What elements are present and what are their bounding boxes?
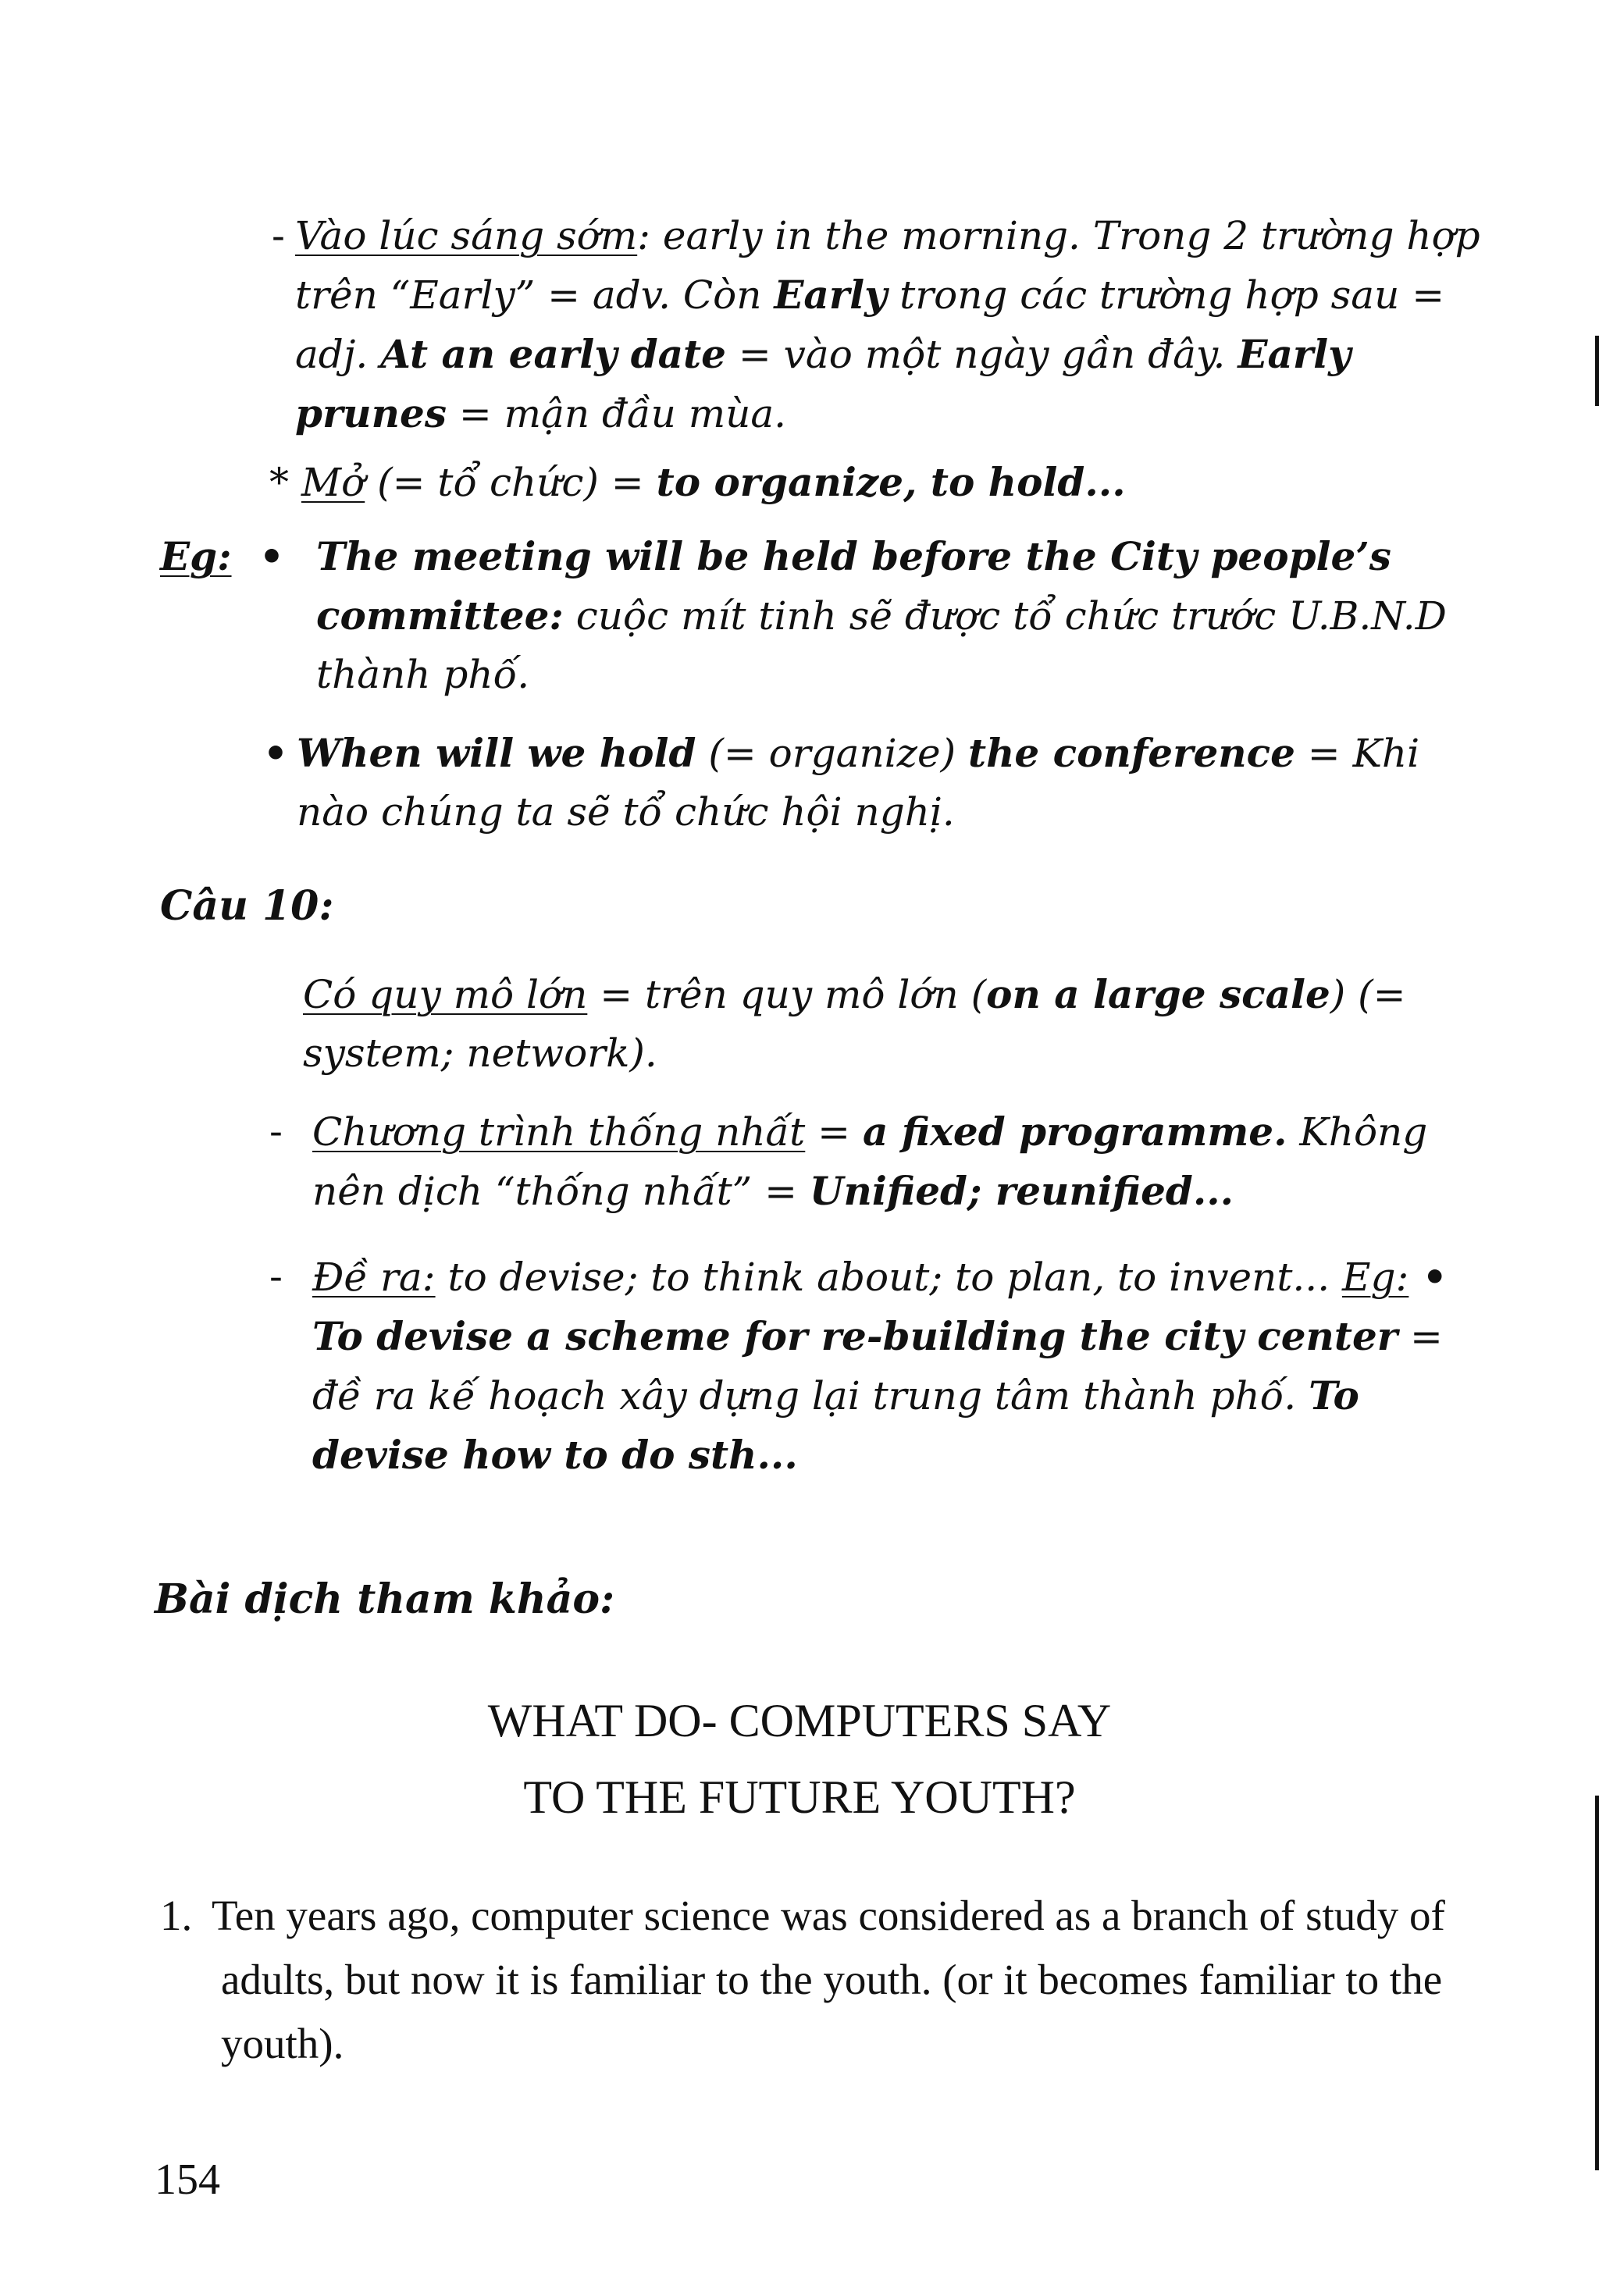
note-early-morning: Vào lúc sáng sớm: early in the morning. Trong 2 trường hợp trên “Early” = adv. Còn Early trong các trường hợp sau = adj. At an early date = vào một ngày gần đây. Early prunes = mận đầu mùa. bbox=[295, 213, 1480, 436]
reference-translation-heading: Bài dịch tham khảo: bbox=[155, 1575, 615, 1623]
example-meeting: The meeting will be held before the City people’s committee: cuộc mít tinh sẽ được tổ chức trước U.B.N.D thành phố. bbox=[316, 533, 1447, 697]
scan-edge-mark bbox=[1595, 1796, 1599, 2170]
dash-marker: - bbox=[272, 213, 285, 258]
section-heading-cau-10: Câu 10: bbox=[160, 882, 334, 930]
note-large-scale: Có quy mô lớn = trên quy mô lớn (on a large scale) (= system; network). bbox=[303, 971, 1406, 1076]
paragraph-number: 1. bbox=[160, 1892, 193, 1939]
dash-marker: - bbox=[269, 1254, 283, 1299]
example-conference: When will we hold (= organize) the conference = Khi nào chúng ta sẽ tổ chức hội nghị. bbox=[297, 730, 1420, 835]
note-fixed-programme: Chương trình thống nhất = a fixed programme. Không nên dịch “thống nhất” = Unified; reunified... bbox=[312, 1109, 1428, 1214]
page-number: 154 bbox=[155, 2155, 220, 2204]
eg-label: Eg: bbox=[160, 533, 232, 579]
dash-marker: - bbox=[269, 1109, 283, 1154]
article-title-line-1: WHAT DO- COMPUTERS SAY bbox=[487, 1695, 1112, 1746]
scan-edge-mark bbox=[1595, 336, 1599, 406]
paragraph-1: Ten years ago, computer science was considered as a branch of study of adults, but now it is familiar to the youth. (or it becomes familiar to the youth). bbox=[212, 1892, 1445, 2067]
note-mo-organize: * Mở (= tổ chức) = to organize, to hold... bbox=[269, 459, 1126, 505]
bullet-1: • bbox=[259, 533, 284, 579]
bullet-2: • bbox=[263, 730, 288, 776]
note-devise: Đề ra: to devise; to think about; to plan, to invent... Eg: • To devise a scheme for re-building the city center = đề ra kế hoạch xây dựng lại trung tâm thành phố. To devise how to do sth... bbox=[312, 1254, 1448, 1478]
article-title-line-2: TO THE FUTURE YOUTH? bbox=[523, 1771, 1076, 1823]
